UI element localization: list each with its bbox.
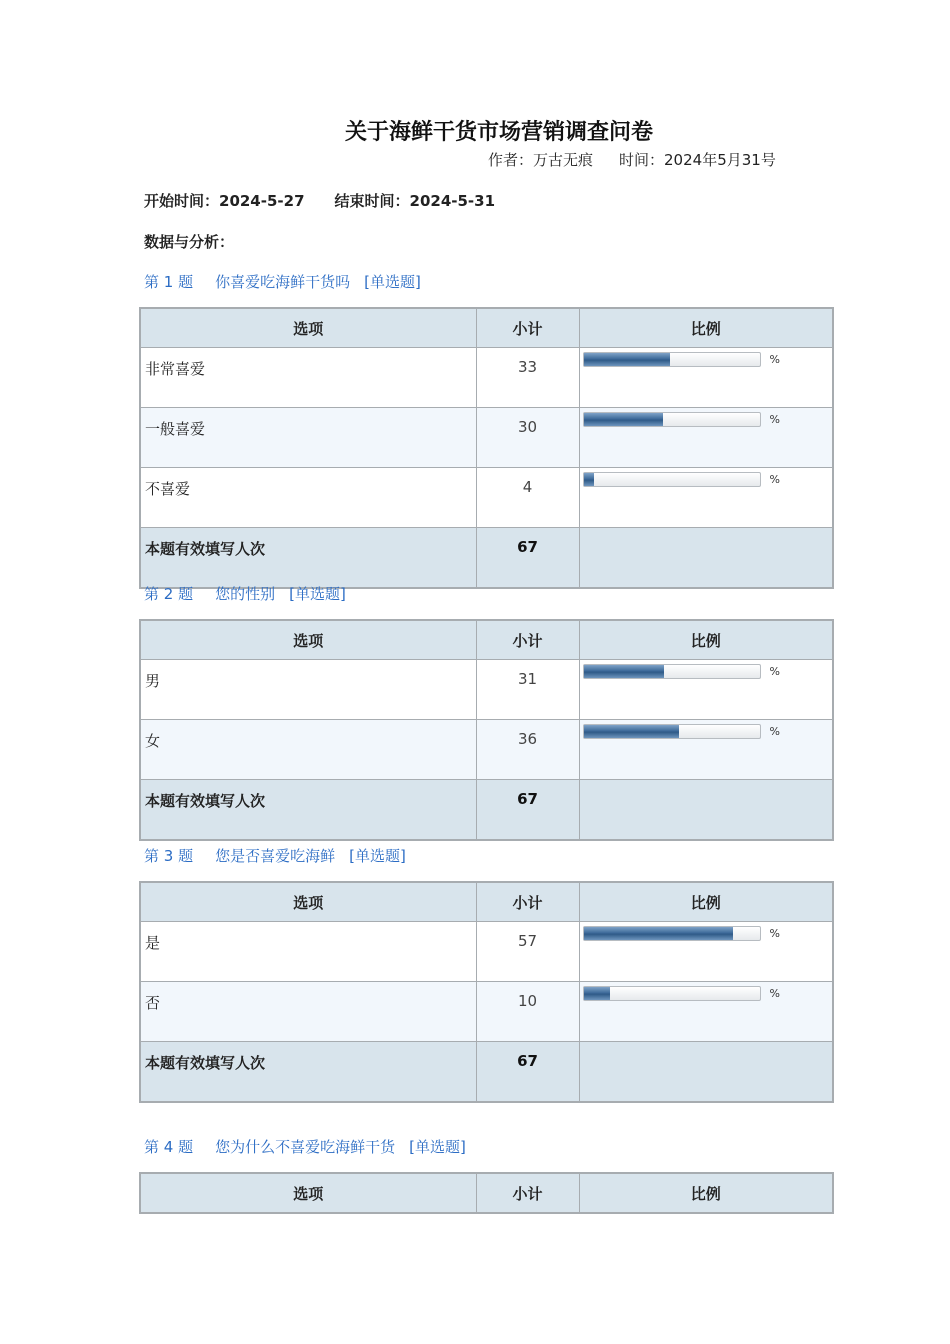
total-count: 67 bbox=[476, 1042, 579, 1103]
progress-fill bbox=[584, 725, 679, 738]
result-table-4 bbox=[139, 1172, 834, 1214]
table-row bbox=[140, 720, 833, 780]
progress-bar bbox=[583, 926, 761, 941]
header-ratio: 比例 bbox=[579, 882, 833, 922]
survey-period bbox=[144, 190, 495, 211]
header-option: 选项 bbox=[140, 1173, 476, 1213]
table-row bbox=[140, 468, 833, 528]
percent-sign: % bbox=[769, 473, 780, 486]
ratio-cell bbox=[579, 408, 833, 468]
analysis-label: 数据与分析： bbox=[144, 233, 235, 251]
progress-bar bbox=[583, 412, 761, 427]
ratio-cell bbox=[579, 982, 833, 1042]
option-count: 33 bbox=[476, 348, 579, 408]
total-ratio-cell bbox=[579, 528, 833, 589]
percent-sign: % bbox=[769, 725, 780, 738]
result-table-2 bbox=[139, 619, 834, 841]
header-count: 小计 bbox=[476, 1173, 579, 1213]
table-row bbox=[140, 982, 833, 1042]
question-number: 第 4 题 bbox=[144, 1138, 194, 1156]
table-header-row bbox=[140, 882, 833, 922]
progress-bar bbox=[583, 664, 761, 679]
option-label: 不喜爱 bbox=[140, 468, 476, 528]
ratio-cell bbox=[579, 468, 833, 528]
total-label: 本题有效填写人次 bbox=[140, 528, 476, 589]
ratio-cell bbox=[579, 348, 833, 408]
option-label: 男 bbox=[140, 660, 476, 720]
table-header-row bbox=[140, 308, 833, 348]
question-type: [单选题] bbox=[364, 273, 421, 291]
option-count: 30 bbox=[476, 408, 579, 468]
table-row bbox=[140, 408, 833, 468]
progress-fill bbox=[584, 927, 734, 940]
progress-bar bbox=[583, 986, 761, 1001]
option-label: 女 bbox=[140, 720, 476, 780]
total-count: 67 bbox=[476, 780, 579, 841]
question-type: [单选题] bbox=[409, 1138, 466, 1156]
ratio-cell bbox=[579, 922, 833, 982]
progress-fill bbox=[584, 473, 595, 486]
progress-fill bbox=[584, 987, 610, 1000]
total-label: 本题有效填写人次 bbox=[140, 780, 476, 841]
header-ratio: 比例 bbox=[579, 308, 833, 348]
header-option: 选项 bbox=[140, 620, 476, 660]
question-text: 你喜爱吃海鲜干货吗 bbox=[215, 273, 351, 291]
progress-bar bbox=[583, 724, 761, 739]
option-label: 非常喜爱 bbox=[140, 348, 476, 408]
ratio-cell bbox=[579, 720, 833, 780]
table-row bbox=[140, 922, 833, 982]
total-row bbox=[140, 780, 833, 841]
header-count: 小计 bbox=[476, 882, 579, 922]
page-title: 关于海鲜干货市场营销调查问卷 bbox=[344, 120, 653, 145]
percent-sign: % bbox=[769, 665, 780, 678]
question-text: 您为什么不喜爱吃海鲜干货 bbox=[215, 1138, 396, 1156]
percent-sign: % bbox=[769, 413, 780, 426]
question-heading-3 bbox=[144, 845, 406, 866]
question-heading-4 bbox=[144, 1136, 466, 1157]
question-number: 第 1 题 bbox=[144, 273, 194, 291]
question-text: 您的性别 bbox=[215, 585, 276, 603]
total-ratio-cell bbox=[579, 1042, 833, 1103]
header-count: 小计 bbox=[476, 620, 579, 660]
question-heading-1 bbox=[144, 271, 421, 292]
question-text: 您是否喜爱吃海鲜 bbox=[215, 847, 336, 865]
question-heading-2 bbox=[144, 583, 346, 604]
result-table-1 bbox=[139, 307, 834, 589]
option-count: 36 bbox=[476, 720, 579, 780]
table-row bbox=[140, 660, 833, 720]
option-label: 否 bbox=[140, 982, 476, 1042]
option-count: 57 bbox=[476, 922, 579, 982]
total-label: 本题有效填写人次 bbox=[140, 1042, 476, 1103]
option-count: 31 bbox=[476, 660, 579, 720]
question-number: 第 3 题 bbox=[144, 847, 194, 865]
author: 作者：万古无痕 bbox=[488, 151, 594, 169]
option-label: 一般喜爱 bbox=[140, 408, 476, 468]
table-header-row bbox=[140, 1173, 833, 1213]
publish-date: 时间：2024年5月31号 bbox=[619, 151, 776, 169]
end-time: 结束时间：2024-5-31 bbox=[334, 192, 496, 210]
progress-bar bbox=[583, 472, 761, 487]
progress-fill bbox=[584, 665, 665, 678]
progress-fill bbox=[584, 413, 663, 426]
percent-sign: % bbox=[769, 987, 780, 1000]
header-count: 小计 bbox=[476, 308, 579, 348]
result-table-3 bbox=[139, 881, 834, 1103]
ratio-cell bbox=[579, 660, 833, 720]
percent-sign: % bbox=[769, 927, 780, 940]
header-option: 选项 bbox=[140, 308, 476, 348]
option-count: 4 bbox=[476, 468, 579, 528]
option-label: 是 bbox=[140, 922, 476, 982]
byline bbox=[488, 149, 776, 170]
progress-bar bbox=[583, 352, 761, 367]
total-row bbox=[140, 528, 833, 589]
question-number: 第 2 题 bbox=[144, 585, 194, 603]
table-header-row bbox=[140, 620, 833, 660]
total-count: 67 bbox=[476, 528, 579, 589]
header-option: 选项 bbox=[140, 882, 476, 922]
total-row bbox=[140, 1042, 833, 1103]
total-ratio-cell bbox=[579, 780, 833, 841]
question-type: [单选题] bbox=[289, 585, 346, 603]
table-row bbox=[140, 348, 833, 408]
progress-fill bbox=[584, 353, 670, 366]
header-ratio: 比例 bbox=[579, 620, 833, 660]
start-time: 开始时间：2024-5-27 bbox=[144, 192, 305, 210]
option-count: 10 bbox=[476, 982, 579, 1042]
percent-sign: % bbox=[769, 353, 780, 366]
question-type: [单选题] bbox=[349, 847, 406, 865]
header-ratio: 比例 bbox=[579, 1173, 833, 1213]
